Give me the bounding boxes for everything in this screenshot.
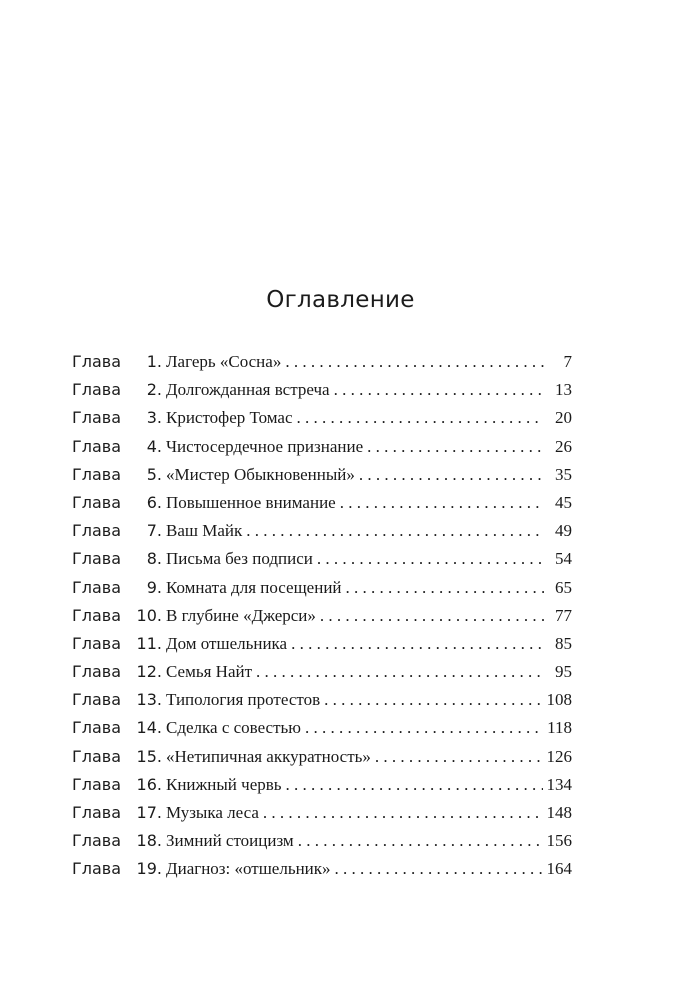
dot-leader (285, 348, 544, 376)
chapter-title: Дом отшельника (166, 633, 288, 653)
toc-entry (72, 658, 572, 686)
chapter-title: Зимний стоицизм (166, 831, 294, 851)
page-number: 126 (546, 746, 572, 766)
chapter-title: Письма без подписи (166, 549, 313, 569)
dot-leader (367, 433, 544, 461)
chapter-title: Типология протестов (166, 690, 321, 710)
chapter-number: 4. (146, 436, 162, 456)
chapter-title: Диагноз: «отшельник» (166, 859, 331, 879)
toc-entry (72, 574, 572, 602)
page-number: 49 (555, 521, 572, 541)
dot-leader (320, 602, 544, 630)
toc-entry (72, 827, 572, 855)
page-number: 134 (546, 774, 572, 794)
page-number: 164 (546, 859, 572, 879)
chapter-number: 8. (146, 549, 162, 569)
chapter-number: 1. (146, 352, 162, 371)
chapter-title: Долгожданная встреча (166, 380, 330, 400)
toc-entry (72, 376, 572, 404)
chapter-label: Глава (72, 859, 122, 879)
page-number: 20 (555, 408, 572, 428)
page-number: 65 (555, 577, 572, 597)
page-number: 35 (555, 464, 572, 484)
chapter-label: Глава (72, 831, 122, 851)
chapter-number: 12. (136, 662, 162, 682)
chapter-number: 10. (136, 605, 162, 625)
toc-entry (72, 630, 572, 658)
chapter-label: Глава (72, 746, 122, 766)
chapter-title: «Мистер Обыкновенный» (166, 464, 355, 484)
page-number: 77 (555, 605, 572, 625)
chapter-number: 15. (136, 746, 162, 766)
dot-leader (340, 489, 544, 517)
page-number: 54 (555, 549, 572, 569)
page-number: 45 (555, 492, 572, 512)
page-number: 95 (555, 662, 572, 682)
chapter-number: 17. (136, 803, 162, 822)
page-title: Оглавление (266, 287, 415, 313)
chapter-title: Книжный червь (166, 774, 282, 794)
chapter-label: Глава (72, 352, 122, 371)
chapter-title: Повышенное внимание (166, 492, 336, 512)
toc-entry (72, 743, 572, 771)
dot-leader (256, 658, 544, 686)
table-of-contents (72, 348, 572, 884)
chapter-number: 16. (136, 774, 162, 794)
chapter-number: 14. (136, 718, 162, 738)
page-number: 13 (555, 380, 572, 400)
chapter-label: Глава (72, 633, 122, 653)
chapter-number: 2. (146, 380, 162, 400)
dot-leader (346, 574, 544, 602)
chapter-label: Глава (72, 605, 122, 625)
dot-leader (298, 827, 543, 855)
chapter-title: Семья Найт (166, 662, 253, 682)
dot-leader (286, 771, 543, 799)
chapter-label: Глава (72, 662, 122, 682)
toc-entry (72, 602, 572, 630)
page-number: 148 (546, 803, 572, 822)
toc-entry (72, 489, 572, 517)
chapter-number: 7. (146, 521, 162, 541)
chapter-number: 3. (146, 408, 162, 428)
toc-entry (72, 433, 572, 461)
dot-leader (334, 376, 544, 404)
dot-leader (297, 404, 544, 432)
toc-entry (72, 404, 572, 432)
chapter-number: 5. (146, 464, 162, 484)
page-number: 26 (555, 436, 572, 456)
toc-entry (72, 517, 572, 545)
chapter-label: Глава (72, 577, 122, 597)
chapter-number: 13. (136, 690, 162, 710)
dot-leader (305, 714, 543, 742)
toc-entry (72, 855, 572, 883)
chapter-title: Чистосердечное признание (166, 436, 364, 456)
dot-leader (324, 686, 542, 714)
toc-entry (72, 799, 572, 827)
chapter-number: 19. (136, 859, 162, 879)
chapter-title: Лагерь «Сосна» (166, 352, 282, 371)
chapter-title: Ваш Майк (166, 521, 243, 541)
page-number: 85 (555, 633, 572, 653)
toc-entry (72, 348, 572, 376)
toc-entry (72, 686, 572, 714)
chapter-title: Сделка с совестью (166, 718, 301, 738)
page-number: 7 (563, 352, 572, 371)
toc-entry (72, 461, 572, 489)
dot-leader (291, 630, 544, 658)
chapter-label: Глава (72, 492, 122, 512)
chapter-label: Глава (72, 803, 122, 822)
chapter-number: 11. (136, 633, 162, 653)
chapter-label: Глава (72, 774, 122, 794)
chapter-title: Музыка леса (166, 803, 259, 822)
chapter-label: Глава (72, 549, 122, 569)
chapter-label: Глава (72, 436, 122, 456)
dot-leader (335, 855, 543, 883)
chapter-label: Глава (72, 718, 122, 738)
dot-leader (375, 743, 543, 771)
toc-entry (72, 714, 572, 742)
chapter-label: Глава (72, 408, 122, 428)
chapter-label: Глава (72, 380, 122, 400)
chapter-title: В глубине «Джерси» (166, 605, 316, 625)
chapter-number: 6. (146, 492, 162, 512)
chapter-number: 18. (136, 831, 162, 851)
dot-leader (246, 517, 544, 545)
toc-entry (72, 771, 572, 799)
page-number: 108 (546, 690, 572, 710)
page-number: 156 (546, 831, 572, 851)
dot-leader (263, 799, 543, 827)
chapter-title: Кристофер Томас (166, 408, 293, 428)
chapter-title: «Нетипичная аккуратность» (166, 746, 371, 766)
page-number: 118 (547, 718, 572, 738)
toc-entry (72, 545, 572, 573)
dot-leader (359, 461, 544, 489)
chapter-number: 9. (146, 577, 162, 597)
chapter-label: Глава (72, 464, 122, 484)
chapter-title: Комната для посещений (166, 577, 342, 597)
chapter-label: Глава (72, 521, 122, 541)
chapter-label: Глава (72, 690, 122, 710)
dot-leader (317, 545, 544, 573)
